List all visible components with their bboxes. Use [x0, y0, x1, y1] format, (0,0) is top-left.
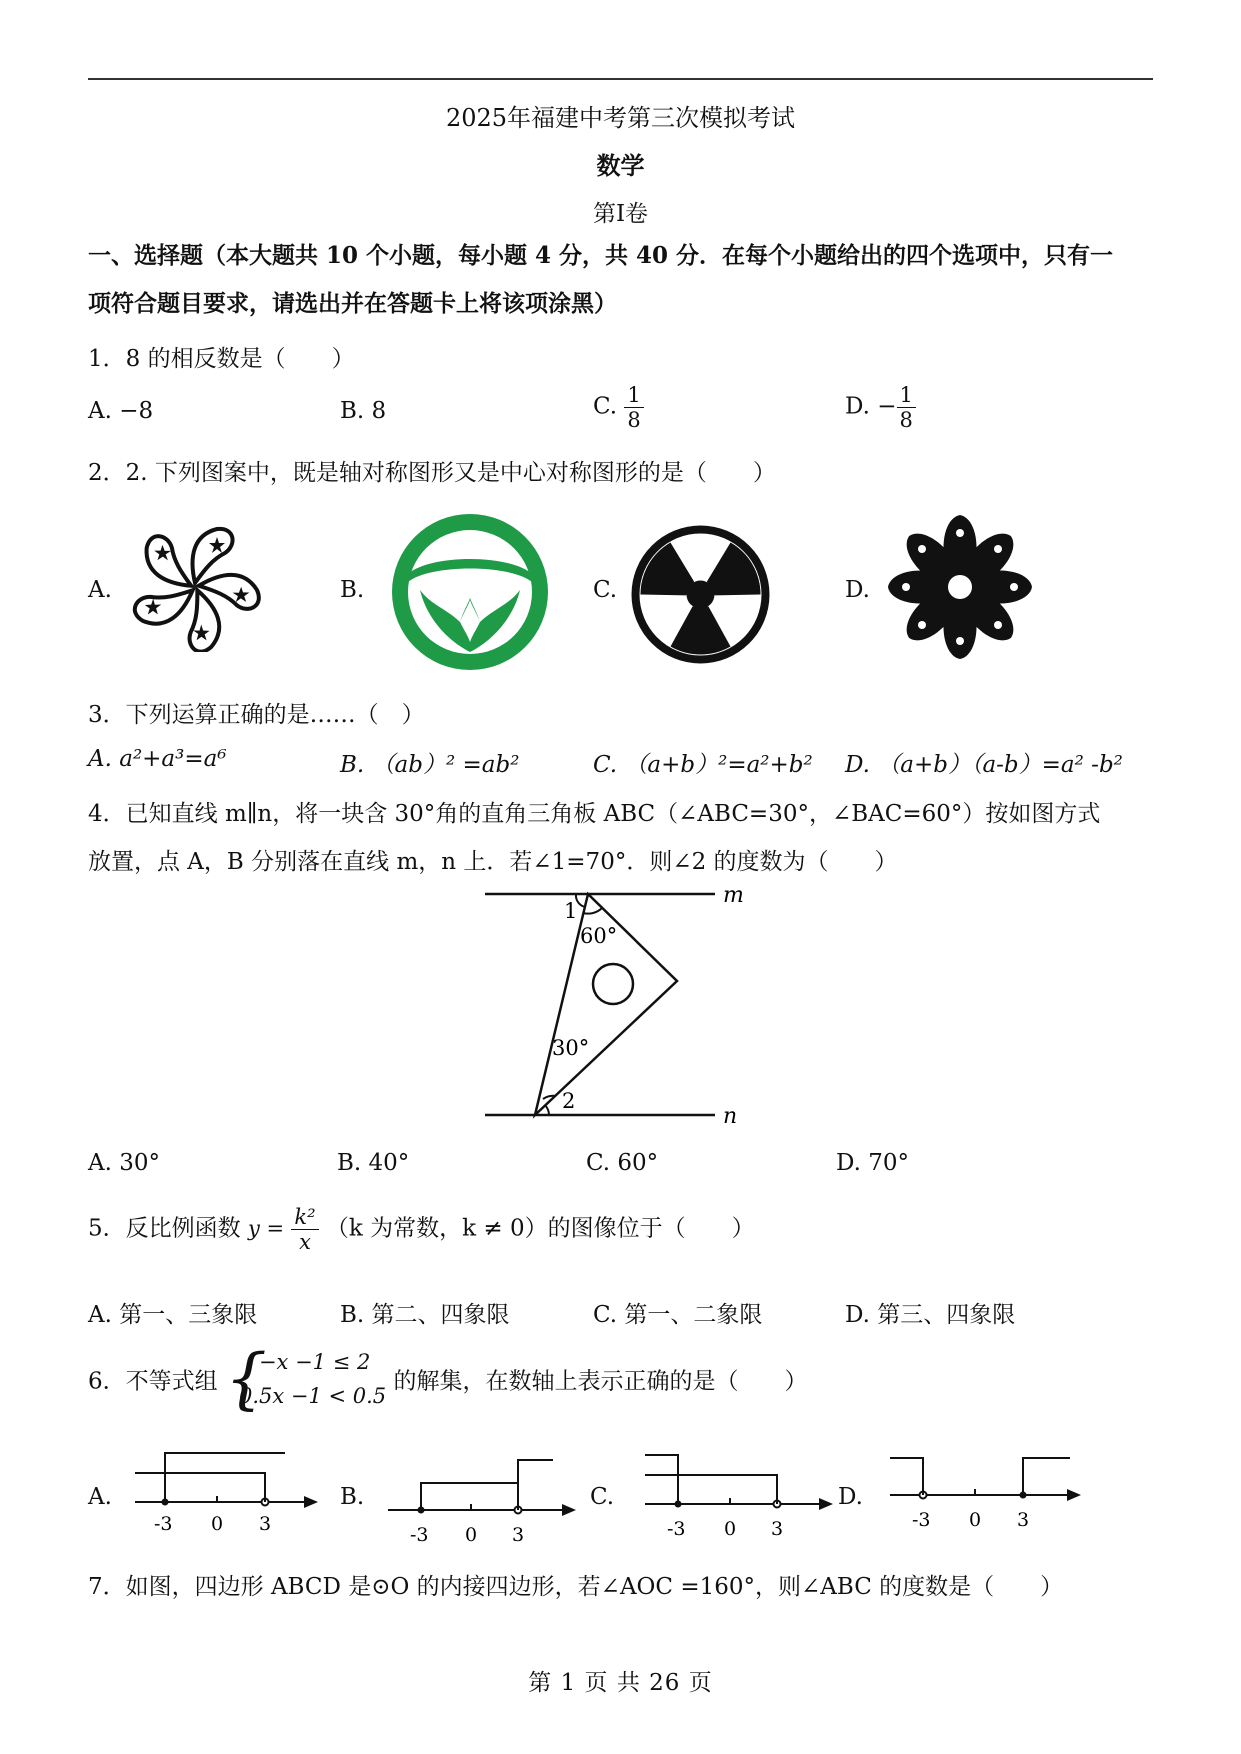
q1-option-d	[845, 383, 916, 432]
q6-b-tick-neg3: -3	[410, 1524, 429, 1546]
q2-option-d-label: D.	[845, 577, 870, 603]
q5-option-a: A. 第一、三象限	[88, 1302, 258, 1328]
q2-option-a-label: A.	[88, 577, 112, 603]
q6-option-c-label: C.	[590, 1484, 615, 1510]
q6-brace: {	[224, 1340, 267, 1417]
q5-option-d: D. 第三、四象限	[845, 1302, 1016, 1328]
q5-numerator: k²	[291, 1205, 318, 1230]
label-angle-2: 2	[562, 1089, 576, 1113]
q6-ineq1: −x −1 ≤ 2	[258, 1350, 371, 1374]
q1-c-numerator: 1	[624, 383, 643, 408]
label-60: 60°	[580, 924, 618, 948]
q6-post: 的解集，在数轴上表示正确的是（ ）	[393, 1368, 808, 1395]
q6-option-a-label: A.	[88, 1484, 112, 1510]
q6-d-tick-neg3: -3	[912, 1509, 931, 1531]
exam-title: 2025年福建中考第三次模拟考试	[445, 104, 796, 132]
q1-c-denominator: 8	[627, 408, 641, 432]
q5-denominator: x	[299, 1230, 311, 1254]
q1-option-b: B. 8	[340, 398, 387, 424]
angle-60-arc	[583, 908, 602, 914]
q3-option-a: A. a²+a³=a⁶	[88, 746, 227, 772]
q4-stem-line2: 放置，点 A，B 分别落在直线 m，n 上．若∠1=70°．则∠2 的度数为（ ）	[88, 849, 898, 875]
q5-fraction	[291, 1205, 318, 1254]
triangle-hole	[593, 964, 633, 1004]
q6-b-tick-0: 0	[465, 1524, 478, 1546]
q6-a-tick-3: 3	[259, 1513, 272, 1535]
subject-title: 数学	[596, 151, 645, 180]
q3-option-d: D. （a+b）（a-b）=a² -b²	[845, 752, 1123, 778]
volume-label: 第I卷	[592, 201, 649, 227]
q1-stem: 1．8 的相反数是（ ）	[88, 346, 355, 372]
label-n: n	[723, 1104, 738, 1125]
q1-option-c	[593, 383, 644, 432]
q5-pre: 5．反比例函数	[88, 1215, 241, 1242]
q6-d-tick-3: 3	[1017, 1509, 1030, 1531]
q6-number-line-b	[383, 1455, 578, 1550]
page-footer: 第 1 页 共 26 页	[528, 1670, 713, 1696]
q5-option-b: B. 第二、四象限	[340, 1302, 510, 1328]
q4-option-c: C. 60°	[586, 1150, 659, 1176]
q7-stem: 7．如图，四边形 ABCD 是⊙O 的内接四边形，若∠AOC =160°，则∠ABC 的度数是（ ）	[88, 1574, 1064, 1600]
q6-option-b-label: B.	[340, 1484, 365, 1510]
q5-stem	[88, 1205, 755, 1254]
q1-option-d-label: D. −	[845, 393, 897, 420]
q3-stem: 3．下列运算正确的是……（ ）	[88, 702, 425, 728]
q5-option-c: C. 第一、二象限	[593, 1302, 763, 1328]
top-rule	[88, 78, 1153, 80]
q1-option-a: A. −8	[88, 398, 154, 424]
q6-c-tick-3: 3	[771, 1518, 784, 1540]
q6-option-d-label: D.	[838, 1484, 863, 1510]
q4-triangle-figure	[480, 885, 750, 1125]
q6-d-tick-0: 0	[969, 1509, 982, 1531]
angle-2-arc	[545, 1105, 549, 1115]
q1-option-c-fraction	[624, 383, 643, 432]
section-heading	[88, 232, 1158, 328]
label-m: m	[723, 885, 744, 908]
bauhinia-icon	[125, 522, 265, 652]
q4-option-b: B. 40°	[337, 1150, 410, 1176]
q4-option-d: D. 70°	[836, 1150, 910, 1176]
q3-option-b: B. （ab）² =ab²	[340, 752, 520, 778]
q2-option-b-label: B.	[340, 577, 365, 603]
green-food-logo-icon	[390, 512, 550, 672]
q6-c-tick-neg3: -3	[667, 1518, 686, 1540]
q6-a-tick-0: 0	[211, 1513, 224, 1535]
q6-system	[224, 1340, 387, 1417]
q1-d-denominator: 8	[899, 408, 913, 432]
q6-pre: 6．不等式组	[88, 1368, 218, 1395]
q2-option-c-label: C.	[593, 577, 618, 603]
q6-number-line-a	[130, 1448, 320, 1538]
q5-post: （k 为常数，k ≠ 0）的图像位于（ ）	[325, 1215, 755, 1242]
q4-option-a: A. 30°	[88, 1150, 160, 1176]
q6-ineq2: 0.5x −1 < 0.5	[238, 1384, 387, 1408]
label-angle-1: 1	[564, 899, 578, 923]
q1-option-c-label: C.	[593, 393, 618, 420]
q1-option-d-fraction	[897, 383, 916, 432]
radiation-symbol-icon	[628, 522, 773, 667]
q5-y-eq: y =	[247, 1216, 285, 1241]
q2-stem: 2．2. 下列图案中，既是轴对称图形又是中心对称图形的是（ ）	[88, 460, 776, 486]
q6-stem	[88, 1340, 808, 1417]
section-heading-line1: 一、选择题（本大题共 10 个小题，每小题 4 分，共 40 分．在每个小题给出的四个选项中，只有一	[88, 242, 1114, 269]
q3-option-c: C. （a+b）²=a²+b²	[593, 752, 813, 778]
q6-a-tick-neg3: -3	[154, 1513, 173, 1535]
section-heading-line2: 项符合题目要求，请选出并在答题卡上将该项涂黑）	[88, 290, 617, 317]
q1-d-numerator: 1	[897, 383, 916, 408]
q6-number-line-d	[885, 1450, 1085, 1535]
q6-b-tick-3: 3	[512, 1524, 525, 1546]
q6-c-tick-0: 0	[724, 1518, 737, 1540]
q6-number-line-c	[640, 1450, 835, 1545]
flower-emblem-icon	[885, 512, 1035, 662]
label-30: 30°	[552, 1036, 590, 1060]
q4-stem-line1: 4．已知直线 m∥n，将一块含 30°角的直角三角板 ABC（∠ABC=30°，∠BAC=60°）按如图方式	[88, 801, 1101, 827]
